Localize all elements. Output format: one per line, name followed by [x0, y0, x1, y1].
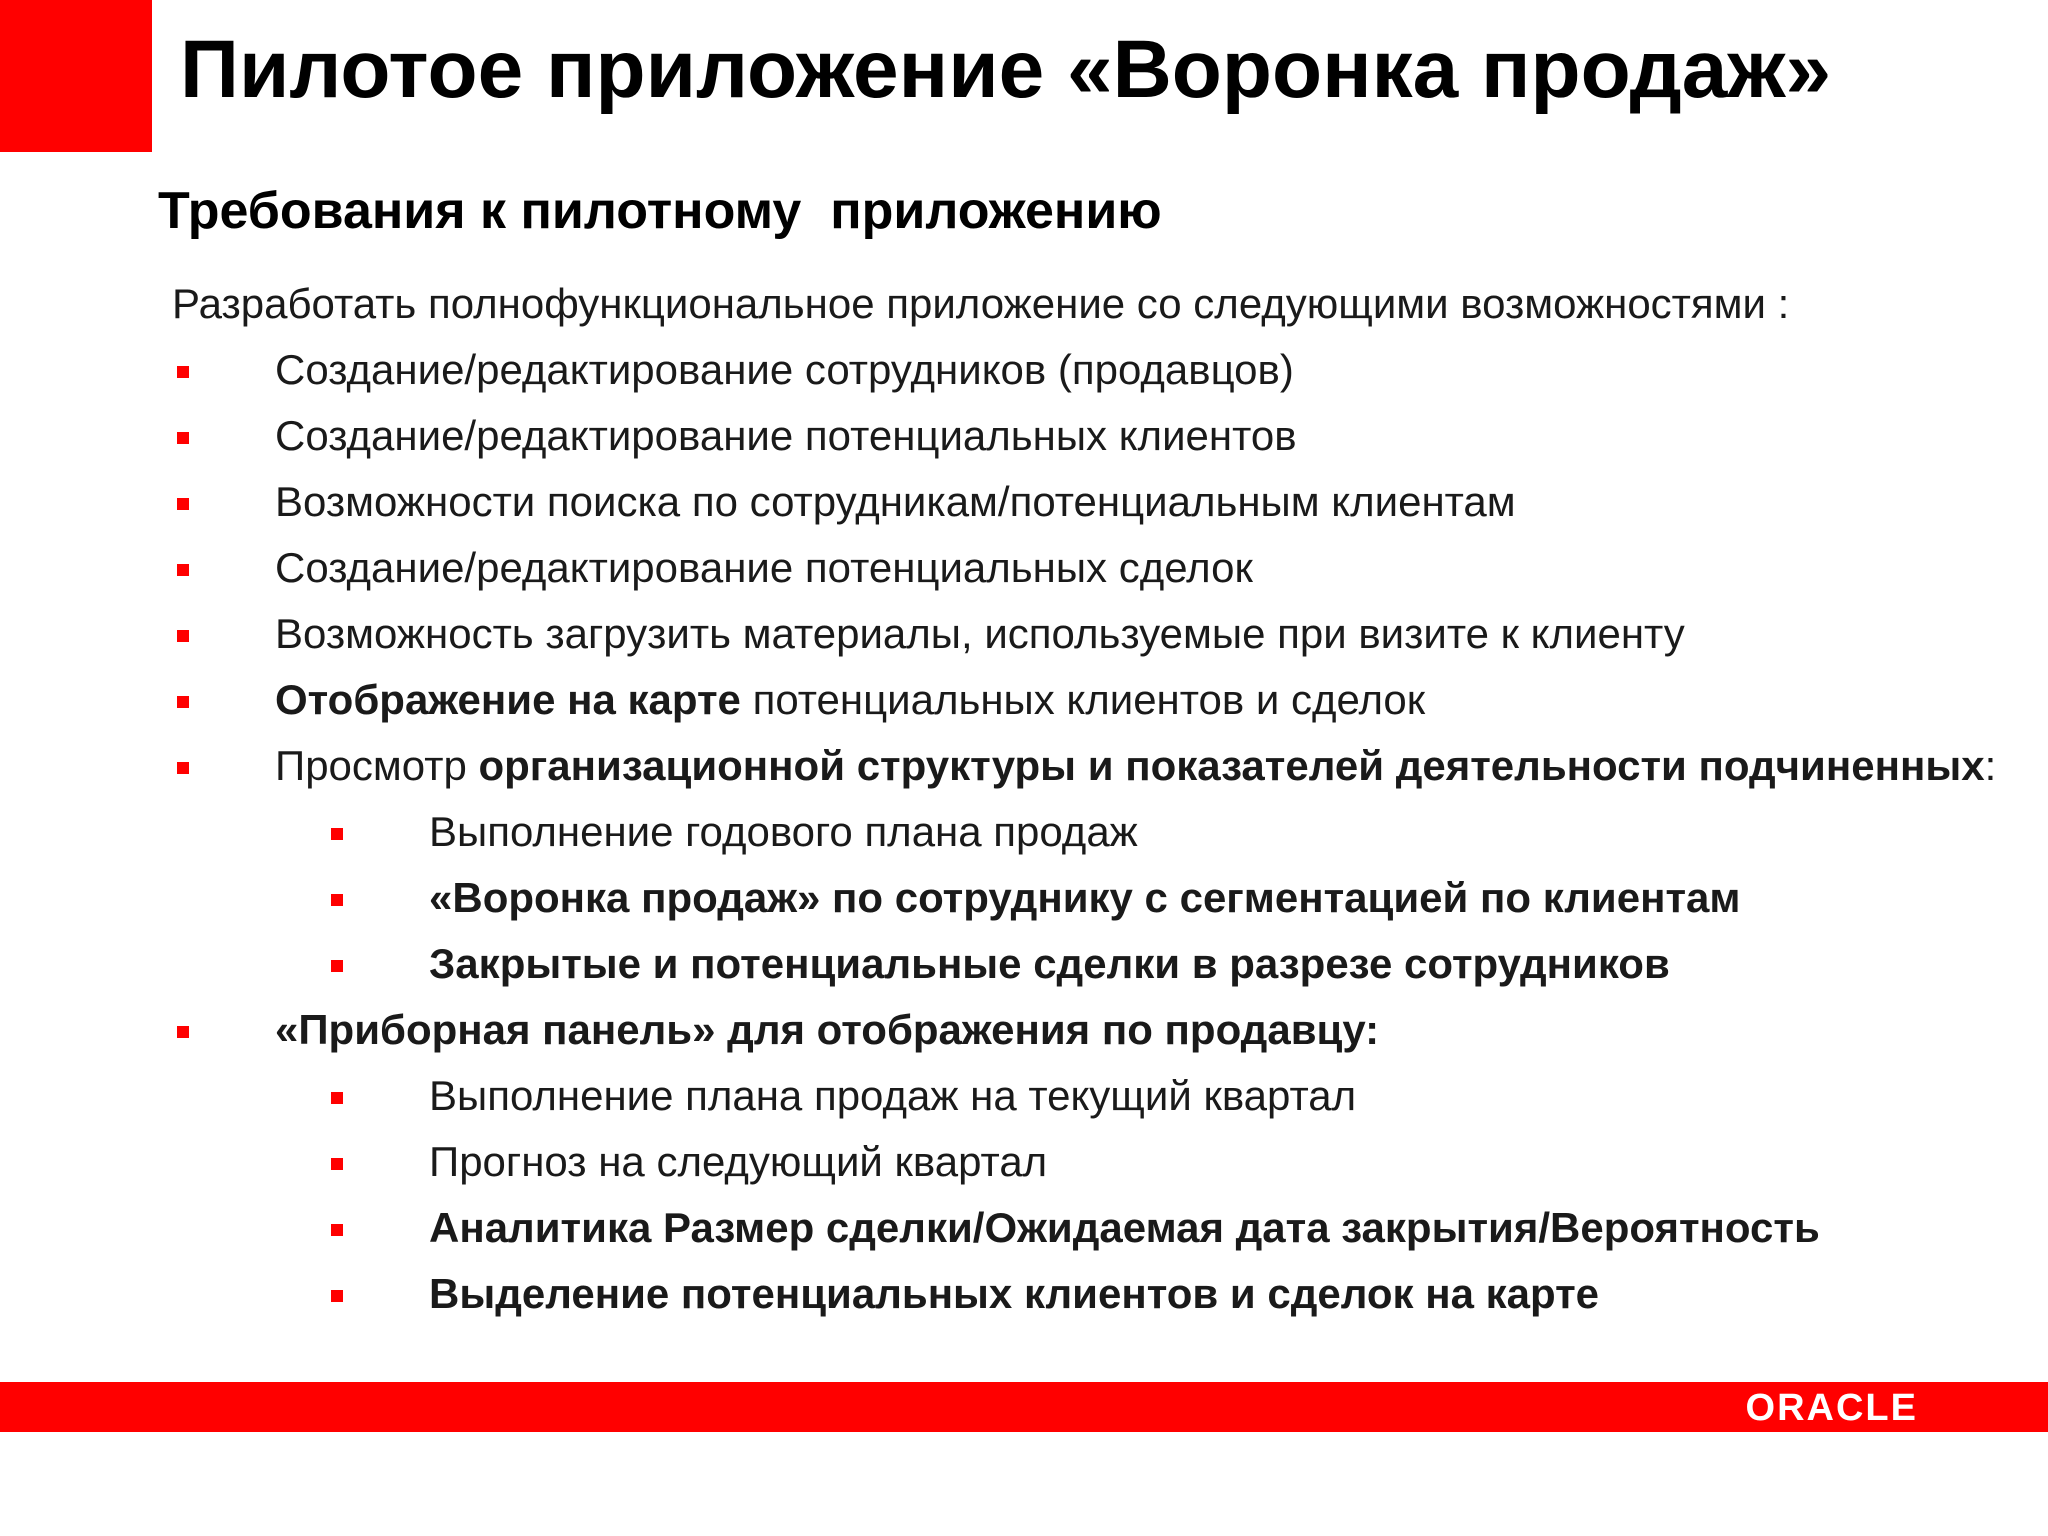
- bullet-icon: [177, 564, 189, 576]
- bullet-icon: [177, 1026, 189, 1038]
- list-item: [172, 733, 2012, 799]
- bullet-icon: [331, 828, 343, 840]
- list-item-bold-text: Выделение потенциальных клиентов и сделок на карте: [429, 1270, 1600, 1317]
- list-item: [172, 535, 2012, 601]
- list-item-bold-text: «Приборная панель» для отображения по продавцу:: [275, 1006, 1380, 1053]
- list-item-text: Прогноз на следующий квартал: [429, 1138, 1048, 1185]
- intro-text: Разработать полнофункциональное приложение со следующими возможностями :: [172, 280, 1790, 327]
- bullet-icon: [331, 960, 343, 972]
- slide-subtitle: Требования к пилотному приложению: [158, 182, 1162, 240]
- list-item: [172, 469, 2012, 535]
- list-item-bold-text: организационной структуры и показателей деятельности подчиненных: [478, 742, 1985, 789]
- bullet-icon: [331, 1290, 343, 1302]
- list-item-text: потенциальных клиентов и сделок: [740, 676, 1426, 723]
- oracle-logo: ORACLE: [1745, 1387, 1918, 1429]
- bullet-icon: [331, 894, 343, 906]
- list-item-bold-text: Отображение на карте: [275, 676, 741, 723]
- bullet-icon: [177, 696, 189, 708]
- sub-list-item: [172, 1063, 2012, 1129]
- list-item-text: Создание/редактирование потенциальных сделок: [275, 544, 1253, 591]
- bullet-icon: [177, 432, 189, 444]
- requirements-list: [172, 337, 2012, 1327]
- list-item-text: Создание/редактирование потенциальных клиентов: [275, 412, 1297, 459]
- list-item-text: Возможность загрузить материалы, используемые при визите к клиенту: [275, 610, 1685, 657]
- sub-list-item: [172, 799, 2012, 865]
- list-item-text: Создание/редактирование сотрудников (продавцов): [275, 346, 1294, 393]
- list-item: [172, 997, 2012, 1063]
- list-item-text: Возможности поиска по сотрудникам/потенциальным клиентам: [275, 478, 1516, 525]
- list-item-text: :: [1984, 742, 1997, 789]
- sub-list-item: [172, 931, 2012, 997]
- list-item-text: Выполнение годового плана продаж: [429, 808, 1138, 855]
- list-item: [172, 403, 2012, 469]
- list-item: [172, 337, 2012, 403]
- sub-list-item: [172, 1129, 2012, 1195]
- sub-list-item: [172, 1195, 2012, 1261]
- bullet-icon: [331, 1158, 343, 1170]
- bullet-icon: [177, 762, 189, 774]
- footer-bar: [0, 1382, 2048, 1432]
- list-item-text: Выполнение плана продаж на текущий квартал: [429, 1072, 1357, 1119]
- bullet-icon: [177, 630, 189, 642]
- list-item: [172, 601, 2012, 667]
- sub-list-item: [172, 865, 2012, 931]
- list-item-bold-text: «Воронка продаж» по сотруднику с сегментацией по клиентам: [429, 874, 1741, 921]
- list-item-bold-text: Закрытые и потенциальные сделки в разрезе сотрудников: [429, 940, 1670, 987]
- sub-list-item: [172, 1261, 2012, 1327]
- list-item-bold-text: Аналитика Размер сделки/Ожидаемая дата закрытия/Вероятность: [429, 1204, 1820, 1251]
- list-item: [172, 667, 2012, 733]
- list-item-text: Просмотр: [275, 742, 479, 789]
- bullet-icon: [177, 498, 189, 510]
- bullet-icon: [331, 1224, 343, 1236]
- slide-content: [172, 271, 2012, 1327]
- bullet-icon: [177, 366, 189, 378]
- corner-accent-block: [0, 0, 152, 152]
- bullet-icon: [331, 1092, 343, 1104]
- slide-title: Пилотое приложение «Воронка продаж»: [180, 24, 1832, 115]
